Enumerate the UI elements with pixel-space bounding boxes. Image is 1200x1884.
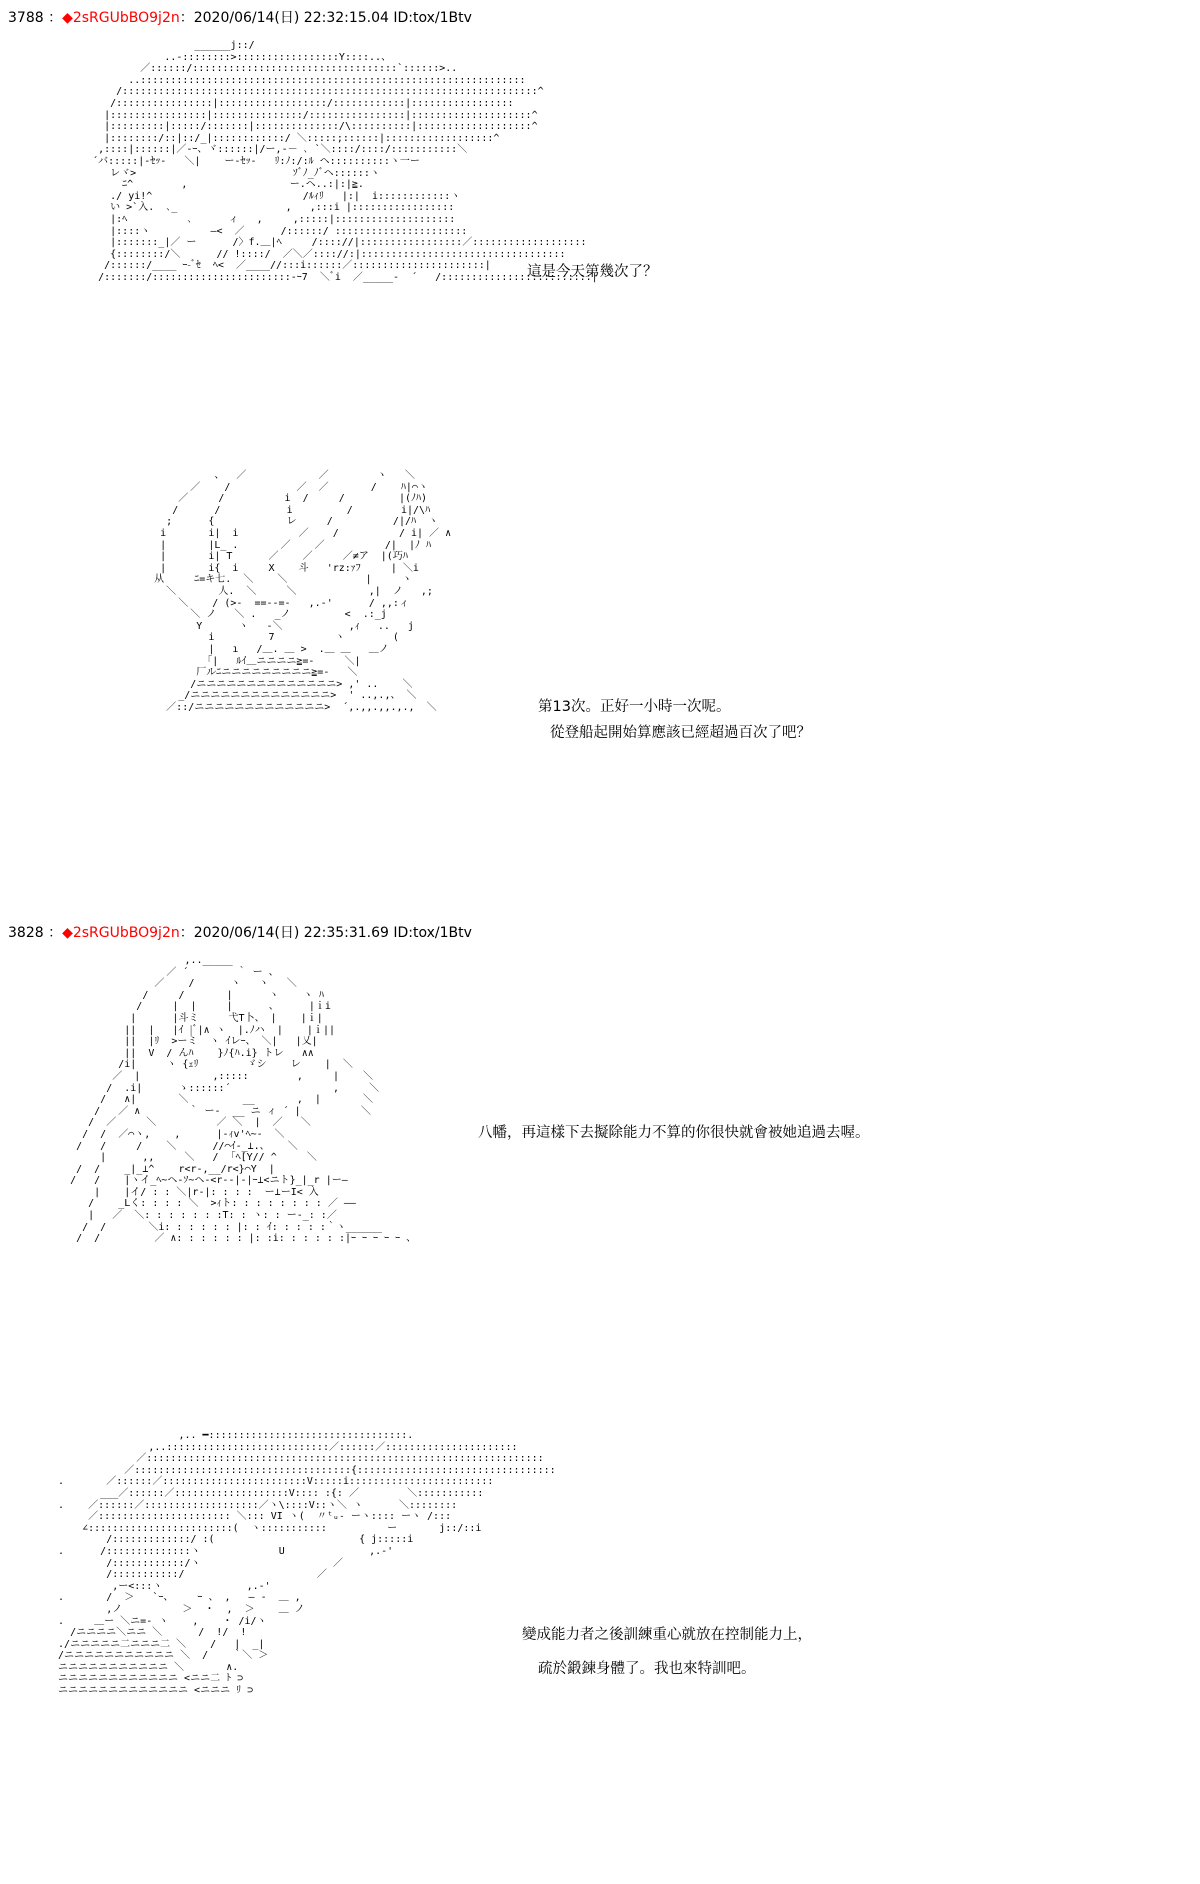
poster-trip[interactable]: ◆2sRGUbBO9j2n	[62, 925, 180, 941]
dialogue-text	[527, 262, 658, 282]
dialogue-line: 八幡，再這樣下去擬除能力不算的你很快就會被她追過去喔。	[478, 1125, 870, 1141]
dialogue-line: 疏於鍛鍊身體了。我也來特訓吧。	[538, 1661, 756, 1677]
post-number: 3828	[8, 925, 44, 941]
post-number: 3788	[8, 10, 44, 26]
ascii-art-panel: 、 ／ ／ ヽ ＼ ／ / ／ ／ / ﾊ|⌒ヽ ／ / i / / |(ﾉﾊ) / / i / i|/\ﾊ ; { レ / /|/ﾊ ヽ i i| i ／ / / i| ／ ∧ | |L_ . ／ ／ /| |ﾉ ﾊ | i| T ／ ／ ／≠ア |(巧ﾊ | i{ i X 斗 'rz:ｧﾌ | ＼i 从 ﾆ=キ七. ＼ ＼ | ヽ ＼ 人. ＼ ＼ ,| ノ ,; ＼ / (>- ==--=- ,.-' / ,,:ィ ＼ ノ ＼ . _ノ < .:_j Y ヽ -＼ ,ｨ .. j i 7 ヽ ( | ı /＿. ＿ > .＿ ＿ ＿ノ 「| ﾙｲ＿ニニニニ≧=- ＼| 厂ルﾆニニニニニニニニニ≧=- ＼ /ニニニニニニニニニニニニニニ> ,' .. ＼ _/ニニニニニニニニニニニニニニ> ' ..,.,、 ＼ ／::/ニニニニニニニニニニニニニ> ´,.,,.,,.,., ＼	[154, 470, 452, 713]
ascii-art-panel: ______j::/ ..-::::::::>:::::::::::::::::Y::::..、 ／::::::/::::::::::::::::::::::::::::::::::`::::::>.. ..:::::::::::::::::::::::::::::::::::::::::::::::::::::::::::::::: /:::::::::::::::::::::::::::::::::::::::::::::::::::::::::::::::::::::^ /::::::::::::::::|::::::::::::::::::/::::::::::::|::::::::::::::::: |::::::::::::::::|:::::::::::::::/::::::::::::::::|::::::::::::::::::::^ |:::::::::|:::::/:::::::|::::::::::::::/\::::::::::|:::::::::::::::::::^ |::::::::/::|::/_|::::::::::::/ ＼:::::;::::::|::::::::::::::::::^ ,::::|::::::|／-ｰ、ヾ::::::|/ー,-－ ､ `＼::::/::::/:::::::::::＼ ´バ:::::|-ｾｯ- ＼| ー‐ｾｯ- ﾘ:ﾉ:/:ﾙ ヘ::::::::::ヽ一ー レヾ> ｿﾞﾉ_ﾉﾞヘ::::::ヽ ﾆ^ , ー.ヘ..:|:|≧. ./ yi!^ /ﾙｨﾘ |:| i::::::::::::ヽ い >`入. ､_ , ,:::i |::::::::::::::::: |:ﾍ ､ ィ , ,:::::|:::::::::::::::::::: |::::ヽ ―< ／ /::::::/ :::::::::::::::::::::: |:::::::_|／ ー /〉f.＿|ﾍ /:::://|:::::::::::::::::／::::::::::::::::::: {::::::::/＼ // !::::/ ／＼／:::://:|:::::::::::::::::::::::::::::::::: /::::::/____ ｰ-ﾞｾ ﾍ< ／____//:::i::::::／::::::::::::::::::::::| /:::::::/:::::::::::::::::::::::-ｰ7 ＼ﾞi ／_____- ´ /:::::::::::::::::::::::::|	[92, 40, 598, 283]
ascii-art-panel: ,.. ━:::::::::::::::::::::::::::::::::. ,..:::::::::::::::::::::::::::／::::::／:::::::::::::::::::::: ／:::::::::::::::::::::::::::::::::::::::::::::::::::::::::::::::::: ／::::::::::::::::::::::::::::::::::::{::::::::::::::::::::::::::::::::: . ／::::::／::::::::::::::::::::::::V:::::i:::::::::::::::::::::::: ___／::::::／:::::::::::::::::::V:::: :{: ／ ＼::::::::::: . ／::::::／:::::::::::::::::::／ヽ\::::V::ヽ＼ ヽ ＼:::::::: ／:::::::::::::::::::::: ＼::: VI ヽ( 〃ᵗᵤ˗ ーヽ:::: ーヽ /::: ∠::::::::::::::::::::::::( ヽ::::::::::: ー j::/::i /:::::::::::::/ :( { j:::::i . /::::::::::::::ヽ U ,.-' /::::::::::::/ヽ ／ /:::::::::::/ ／ ,ー<:::ヽ ,.-' . / ＞ `ｰ、 ｰ 、 , ― - ＿ , ,ノ ＞ ・ , ＞ ＿ ノ . ＿ー ＼ニ=- ヽ , ・ /i/ヽ /ニニニニ＼ニニ ＼ / !/ ! ./ニニニニニ二ニニニ二 ＼ / | _| /ニニニニニニニニニニニ ＼ / ｀＼ ＞ ニニニニニニニニニニニ ＼ ∧. ニニニニニニニニニニニニ <ニニ二 ﾄ ⊃ ニニニニニニニニニニニニニ <ニニニ ﾘ ⊃	[58, 1430, 556, 1697]
post-meta: ：2020/06/14(日) 22:32:15.04 ID:tox/1Btv	[179, 10, 472, 26]
poster-trip[interactable]: ◆2sRGUbBO9j2n	[62, 10, 180, 26]
post-separator: ：	[48, 10, 63, 26]
post-meta: ：2020/06/14(日) 22:35:31.69 ID:tox/1Btv	[179, 925, 472, 941]
dialogue-line: 這是今天第幾次了？	[527, 264, 658, 280]
post-header	[8, 9, 472, 27]
post-header	[8, 924, 472, 942]
dialogue-text	[522, 1625, 812, 1679]
dialogue-line: 第13次。正好一小時一次呢。	[538, 699, 731, 715]
dialogue-text	[538, 697, 811, 743]
ascii-art-panel: ,.._____ ／ ´ ｀ ー 、 ／ / ヽ ヽ ＼ / / | ヽ ヽ ﾊ / | | | 、 |ｉi | |斗ミ 弋T卜、 | |ｉ| || | |ｲ |ﾞ|∧ ヽ |.ﾉハ | |ｉ|| || |ﾘ >ーミ ヽ ｲレｰ、 ＼| |乂| || V / んﾊ }ﾉ{ﾊ.i} トレ ∧∧ /i| ヽ {ｪﾘ ゞシ レ | ＼ ／ | ,::::: , | ＼ / .i| ゝ::::::´ , ＼ / ∧| ＼ __ , | ＼ / ／ ∧ ｀ ー- __ ニ ィ ´ | ＼ / ／ ＼ ／ ＼ | ／ ＼ / / ／⌒ヽ, , |-ｨv'ﾍ~- ＼ / / / ＼ //⌒ｲ-_⊥.、 ＼ | ,, ＼ / ｢ﾍ[Y// ^ ＼ / / _|_⊥^ r<r-,__/r<}⌒Y | / / |ヽイ_ﾍ~ヘ-ｿ~ヘ-<r--|-|ｰ⊥<ニト}_|_r |ー― | |イ/ : : ＼|r-|: : : : ー⊥ーI< 入 / _Lく: : : : ＼ >ｨト: : : : : : : : ／ ―― | ／ ＼: : : : : : :T: : ヽ: : ー-_: :／ / / ＼i: : : : : : |: : ｲ: : : : :｀ヽ______ / / ／ ∧: : : : : : |: :i: : : : : :|ｰ ｰ ｰ ｰ ｰ 、	[70, 955, 417, 1245]
dialogue-line: 從登船起開始算應該已經超過百次了吧？	[550, 725, 811, 741]
dialogue-line: 變成能力者之後訓練重心就放在控制能力上，	[522, 1627, 812, 1643]
dialogue-text	[478, 1123, 870, 1143]
post-separator: ：	[48, 925, 63, 941]
